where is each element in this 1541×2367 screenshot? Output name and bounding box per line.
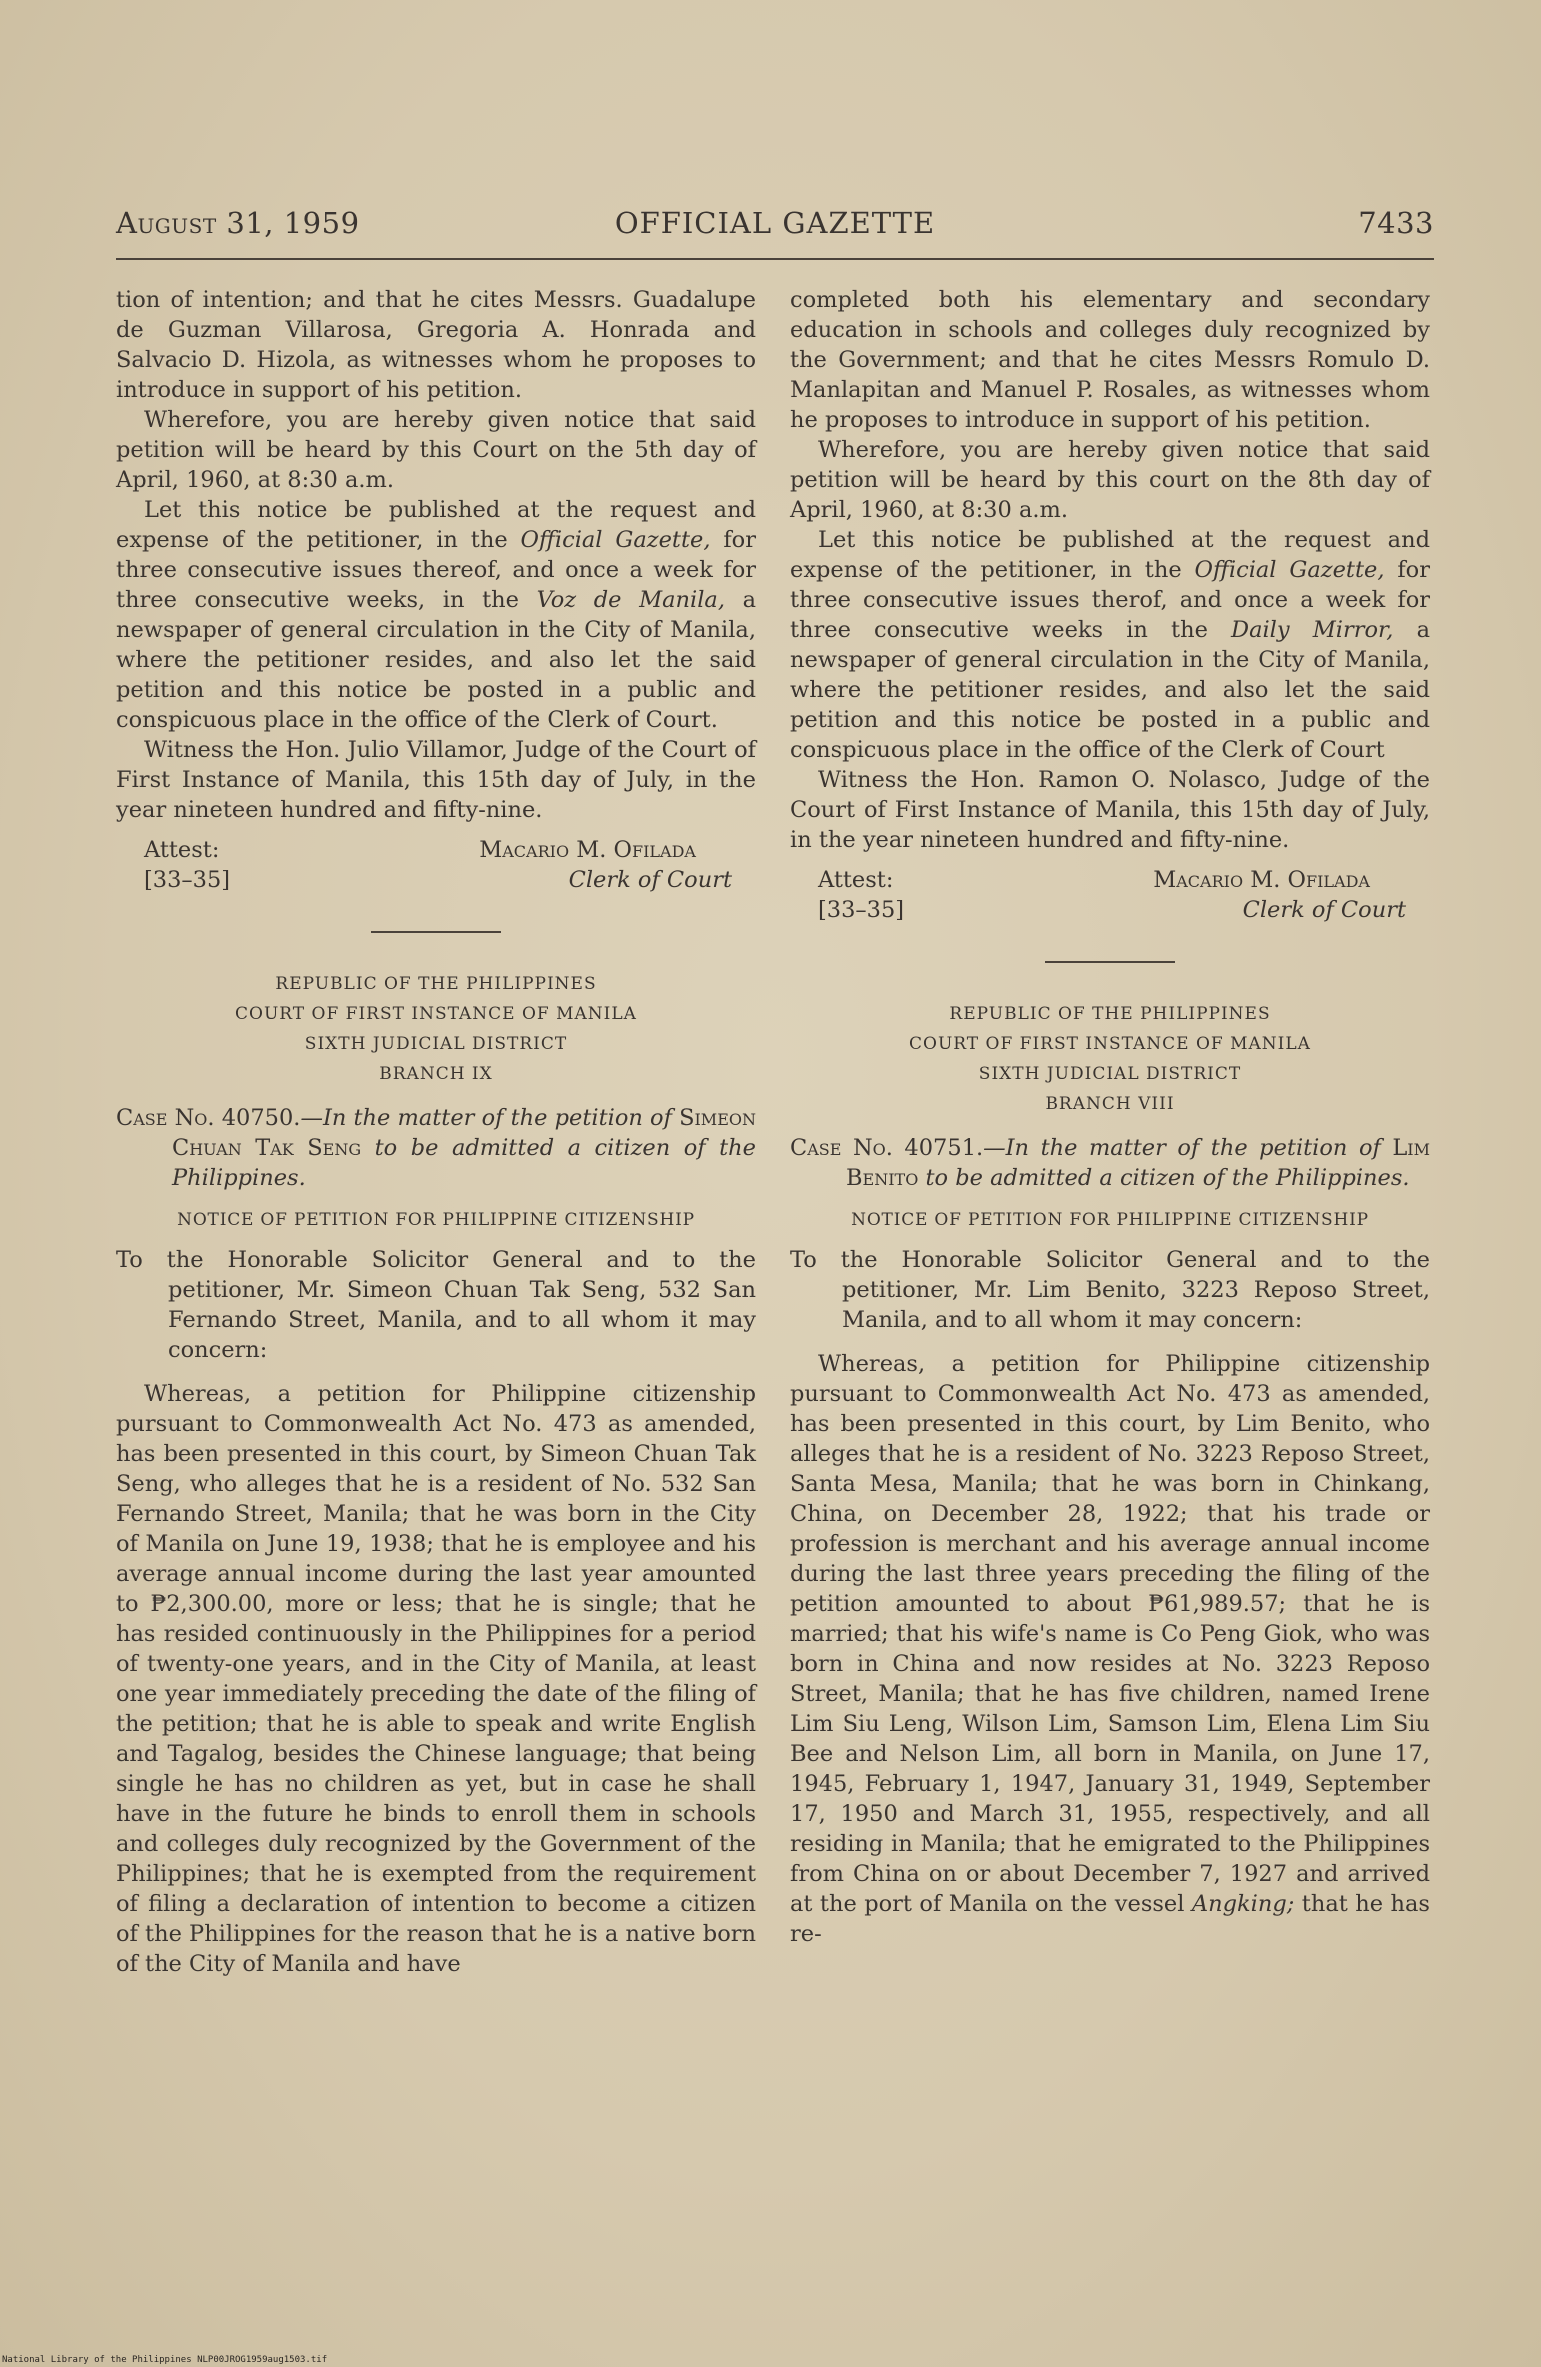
paragraph: tion of intention; and that he cites Messrs. Guadalupe de Guzman Villarosa, Gregoria A. Honrada and Salvacio D. Hizola, as witnesses whom he proposes to introduce in support of his petition. [116,287,756,403]
section-separator [371,931,501,933]
attest-block [116,835,756,897]
right-column [790,285,1430,1949]
paragraph: Let this notice be published at the request and expense of the petitioner, in the Official Gazette, for three consecutive issues therof, and once a week for three consecutive weeks in the Daily Mirror, a newspaper of general circulation in the City of Manila, where the petitioner resides, and also let the said petition and this notice be posted in a public and conspicuous place in the office of the Clerk of Court [790,527,1430,763]
clerk-name: Macario M. Ofilada [479,837,696,863]
header-rule [116,258,1434,260]
court-heading: REPUBLIC OF THE PHILIPPINES COURT OF FIRST INSTANCE OF MANILA SIXTH JUDICIAL DISTRICT BRANCH VIII [909,1004,1311,1114]
attest-label: Attest: [818,867,894,893]
paragraph: completed both his elementary and secondary education in schools and colleges duly recognized by the Government; and that he cites Messrs Romulo D. Manlapitan and Manuel P. Rosales, as witnesses whom he proposes to introduce in support of his petition. [790,287,1430,433]
scan-footer: National Library of the Philippines NLP00JROG1959aug1503.tif [2,2355,328,2365]
section-separator [1045,961,1175,963]
court-heading: REPUBLIC OF THE PHILIPPINES COURT OF FIRST INSTANCE OF MANILA SIXTH JUDICIAL DISTRICT BRANCH IX [235,974,637,1084]
left-column [116,285,756,1979]
header-date: August 31, 1959 [116,206,360,240]
notice-addressee: To the Honorable Solicitor General and to the petitioner, Mr. Simeon Chuan Tak Seng, 532 San Fernando Street, Manila, and to all whom it may concern: [116,1247,756,1363]
page-header [116,206,1434,250]
header-page-number: 7433 [1358,206,1434,240]
petition-body: Whereas, a petition for Philippine citizenship pursuant to Commonwealth Act No. 473 as amended, has been presented in this court, by Lim Benito, who alleges that he is a resident of No. 3223 Reposo Street, Santa Mesa, Manila; that he was born in Chinkang, China, on December 28, 1922; that his trade or profession is merchant and his average annual income during the last three years preceding the filing of the petition amounted to about ₱61,989.57; that he is married; that his wife's name is Co Peng Giok, who was born in China and now resides at No. 3223 Reposo Street, Manila; that he has five children, named Irene Lim Siu Leng, Wilson Lim, Samson Lim, Elena Lim Siu Bee and Nelson Lim, all born in Manila, on June 17, 1945, February 1, 1947, January 31, 1949, September 17, 1950 and March 31, 1955, respectively, and all residing in Manila; that he emigrated to the Philippines from China on or about December 7, 1927 and arrived at the port of Manila on the vessel Angking; that he has re- [790,1351,1430,1947]
case-heading: Case No. 40750.—In the matter of the petition of Simeon Chuan Tak Seng to be admitted a citizen of the Philippines. [116,1105,756,1191]
clerk-title: Clerk of Court [1242,897,1406,923]
petition-body: Whereas, a petition for Philippine citizenship pursuant to Commonwealth Act No. 473 as amended, has been presented in this court, by Simeon Chuan Tak Seng, who alleges that he is a resident of No. 532 San Fernando Street, Manila; that he was born in the City of Manila on June 19, 1938; that he is employee and his average annual income during the last year amounted to ₱2,300.00, more or less; that he is single; that he has resided continuously in the Philippines for a period of twenty-one years, and in the City of Manila, at least one year immediately preceding the date of the filing of the petition; that he is able to speak and write English and Tagalog, besides the Chinese language; that being single he has no children as yet, but in case he shall have in the future he binds to enroll them in schools and colleges duly recognized by the Government of the Philippines; that he is exempted from the requirement of filing a declaration of intention to become a citizen of the Philippines for the reason that he is a native born of the City of Manila and have [116,1381,756,1977]
paragraph: Wherefore, you are hereby given notice that said petition will be heard by this court on the 8th day of April, 1960, at 8:30 a.m. [790,437,1430,523]
attest-ref: [33–35] [818,897,905,923]
attest-block [790,865,1430,927]
paragraph: Let this notice be published at the request and expense of the petitioner, in the Official Gazette, for three consecutive issues thereof, and once a week for three consecutive weeks, in the Voz de Manila, a newspaper of general circulation in the City of Manila, where the petitioner resides, and also let the said petition and this notice be posted in a public and conspicuous place in the office of the Clerk of Court. [116,497,757,733]
attest-label: Attest: [144,837,220,863]
paragraph: Wherefore, you are hereby given notice that said petition will be heard by this Court on the 5th day of April, 1960, at 8:30 a.m. [116,407,756,493]
paragraph: Witness the Hon. Ramon O. Nolasco, Judge of the Court of First Instance of Manila, this 15th day of July, in the year nineteen hundred and fifty-nine. [790,767,1430,853]
notice-title: NOTICE OF PETITION FOR PHILIPPINE CITIZENSHIP [851,1210,1369,1230]
clerk-name: Macario M. Ofilada [1153,867,1370,893]
attest-ref: [33–35] [144,867,231,893]
case-heading: Case No. 40751.—In the matter of the petition of Lim Benito to be admitted a citizen of the Philippines. [790,1135,1431,1191]
clerk-title: Clerk of Court [568,867,732,893]
paragraph: Witness the Hon. Julio Villamor, Judge of the Court of First Instance of Manila, this 15th day of July, in the year nineteen hundred and fifty-nine. [116,737,756,823]
notice-title: NOTICE OF PETITION FOR PHILIPPINE CITIZENSHIP [177,1210,695,1230]
notice-addressee: To the Honorable Solicitor General and to the petitioner, Mr. Lim Benito, 3223 Reposo Street, Manila, and to all whom it may concern: [790,1247,1430,1333]
header-title: OFFICIAL GAZETTE [614,206,936,240]
